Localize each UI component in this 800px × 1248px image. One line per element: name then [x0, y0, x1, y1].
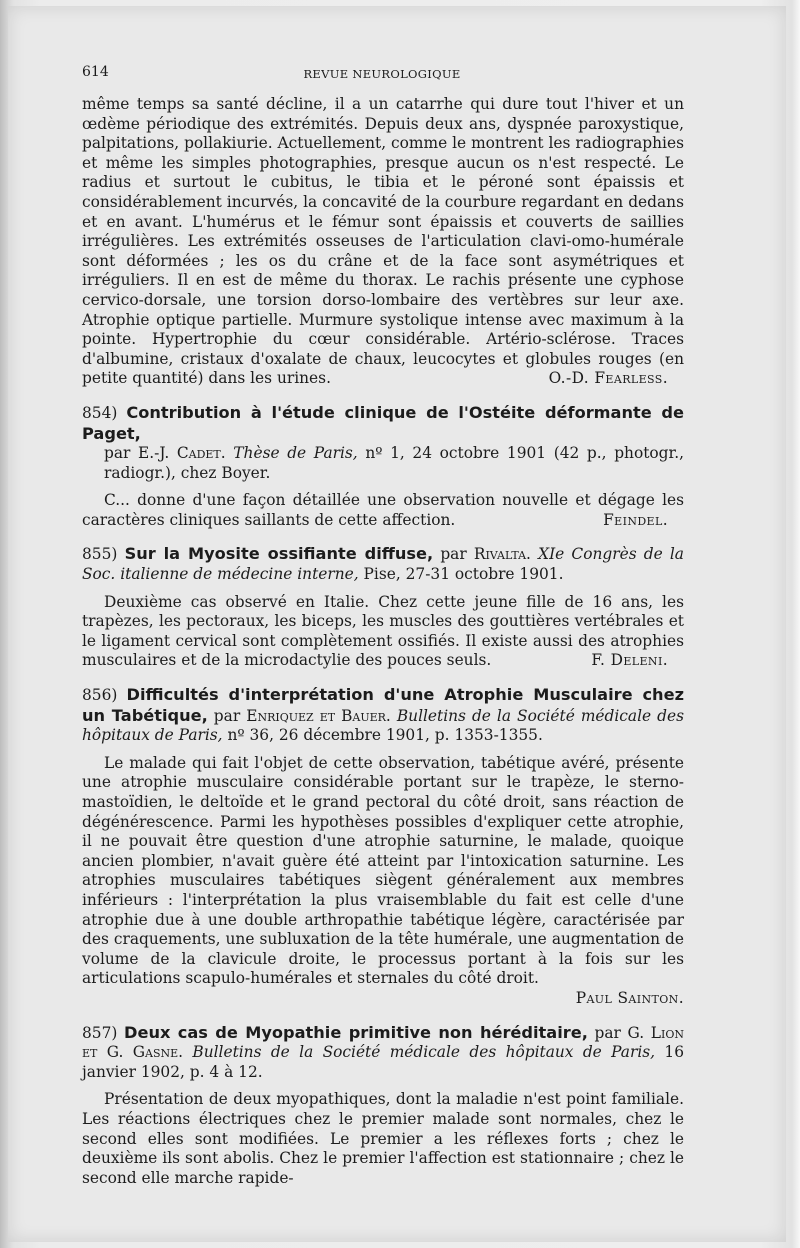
citation-details: nº 1, 24 octobre 1901 (42 p., photogr., radiogr.), chez Boyer. [104, 444, 684, 482]
citation-author: Rivalta [473, 545, 527, 564]
entry-title: Contribution à l'étude clinique de l'Ostéite déformante de Paget, [82, 402, 684, 443]
entry-title: Difficultés d'interprétation d'une Atrophie Musculaire chez un Tabétique, [82, 685, 684, 725]
page-content [82, 95, 684, 1188]
citation-source: Bulletins de la Société médicale des hôpitaux de Paris, [192, 1043, 656, 1062]
entry-title: Deux cas de Myopathie primitive non héréditaire, [124, 1022, 588, 1042]
citation-details: 16 janvier 1902, p. 4 à 12. [82, 1043, 684, 1081]
entry-body [82, 593, 684, 671]
entry-number: 857) [82, 1023, 118, 1042]
running-title: REVUE NEUROLOGIQUE [303, 67, 461, 81]
citation-prefix: par G. [587, 1023, 651, 1042]
citation-prefix: par [433, 545, 474, 564]
entry-body [82, 1090, 684, 1188]
entry-signature: Paul Sainton. [575, 988, 684, 1007]
citation-details: nº 36, 26 décembre 1901, p. 1353-1355. [222, 726, 543, 745]
entry-number: 856) [82, 686, 118, 705]
entry-body-text: Présentation de deux myopathiques, dont la maladie n'est point familiale. Les réactions électriques chez le premier malade sont normales, chez le second elles sont modifiées. Le premier a les réflexes forts ; chez le deuxième ils sont abolis. Chez le premier l'affection est stationnaire ; chez le second elle marche rapide- [82, 1090, 684, 1187]
citation-author: Lion et G. Gasne [82, 1023, 684, 1062]
entry-body [82, 754, 684, 989]
citation-source: XIe Congrès de la Soc. italienne de médecine interne, [82, 545, 684, 584]
citation-author: Cadet [176, 444, 221, 463]
entry-number: 854) [82, 403, 118, 422]
abstract-entry-857 [82, 1023, 684, 1189]
entry-heading: 857) Deux cas de Myopathie primitive non héréditaire, par G. Lion et G. Gasne. Bulletins de la Société médicale des hôpitaux de Paris, 16 janvier 1902, p. 4 à 12. [82, 1022, 684, 1081]
abstract-entry-855 [82, 544, 684, 671]
page-number: 614 [82, 64, 109, 80]
entry-signature: F. Deleni. [591, 651, 668, 670]
entry-citation: par E.-J. Cadet. Thèse de Paris, nº 1, 24 octobre 1901 (42 p., photogr., radiogr.), chez Boyer. [104, 444, 684, 482]
entry-body-text: Deuxième cas observé en Italie. Chez cette jeune fille de 16 ans, les trapèzes, les pectoraux, les biceps, les muscles des gouttières vertébrales et le ligament cervical sont complètement ossifiés. Il existe aussi des atrophies musculaires et de la microdactylie des pouces seuls. [82, 592, 684, 670]
citation-prefix: par [207, 706, 247, 725]
entry-title: Sur la Myosite ossifiante diffuse, [124, 544, 434, 564]
entry-body-text: C... donne d'une façon détaillée une observation nouvelle et dégage les caractères cliniques saillants de cette affection. [82, 491, 684, 529]
intro-signature: O.-D. Fearless. [548, 369, 668, 388]
entry-heading: 856) Difficultés d'interprétation d'une Atrophie Musculaire chez un Tabétique, par Enriquez et Bauer. Bulletins de la Société médicale des hôpitaux de Paris, nº 36, 26 décembre 1901, p. 1353-1355. [82, 685, 685, 745]
running-header [82, 64, 682, 86]
entry-number: 855) [82, 545, 118, 564]
entry-heading: 855) Sur la Myosite ossifiante diffuse, par Rivalta. XIe Congrès de la Soc. italienne de médecine interne, Pise, 27-31 octobre 1901. [82, 544, 684, 584]
intro-paragraph [82, 95, 684, 389]
abstract-entry-854 [82, 403, 684, 531]
citation-source: Thèse de Paris, [233, 444, 358, 463]
entry-body-text: Le malade qui fait l'objet de cette observation, tabétique avéré, présente une atrophie musculaire considérable portant sur le trapèze, le sterno-mastoïdien, le deltoïde et le grand pectoral du côté droit, sans réaction de dégénérescence. Parmi les hypothèses possibles d'expliquer cette atrophie, il ne pouvait être question d'une atrophie saturnine, le malade, quoique ancien plombier, n'avait guère été atteint par l'intoxication saturnine. Les atrophies musculaires tabétiques siègent généralement aux membres inférieurs : l'interprétation la plus vraisemblable du fait est celle d'une atrophie due à une double arthropathie tabétique légère, caractérisée par des craquements, une subluxation de la tête humérale, une augmentation de volume de la clavicule droite, le processus portant à la fois sur les articulations scapulo-humérales et sternales du côté droit. [82, 753, 684, 988]
citation-details: Pise, 27-31 octobre 1901. [358, 565, 564, 584]
citation-prefix: par E.-J. [104, 444, 177, 463]
citation-source: Bulletins de la Société médicale des hôpitaux de Paris, [82, 706, 685, 745]
entry-heading [82, 403, 684, 483]
intro-text: même temps sa santé décline, il a un catarrhe qui dure tout l'hiver et un œdème périodique des extrémités. Depuis deux ans, dyspnée paroxystique, palpitations, pollakiurie. Actuellement, comme le montrent les radiographies et même les simples photographies, presque aucun os n'est respecté. Le radius et surtout le cubitus, le tibia et le péroné sont épaissis et considérablement incurvés, la concavité de la courbure regardant en dedans et en avant. L'humérus et le fémur sont épaissis et couverts de saillies irrégulières. Les extrémités osseuses de l'articulation clavi-omo-humérale sont déformées ; les os du crâne et de la face sont asymétriques et irréguliers. Il en est de même du thorax. Le rachis présente une cyphose cervico-dorsale, une torsion dorso-lombaire des vertèbres sur leur axe. Atrophie optique partielle. Murmure systolique intense avec maximum à la pointe. Hypertrophie du cœur considérable. Artério-sclérose. Traces d'albumine, cristaux d'oxalate de chaux, leucocytes et globules rouges (en petite quantité) dans les urines. [82, 95, 684, 388]
entry-body [82, 491, 684, 530]
entry-signature: Feindel. [603, 510, 668, 529]
abstract-entry-856 [82, 685, 684, 1009]
citation-author: Enriquez et Bauer [246, 706, 386, 725]
